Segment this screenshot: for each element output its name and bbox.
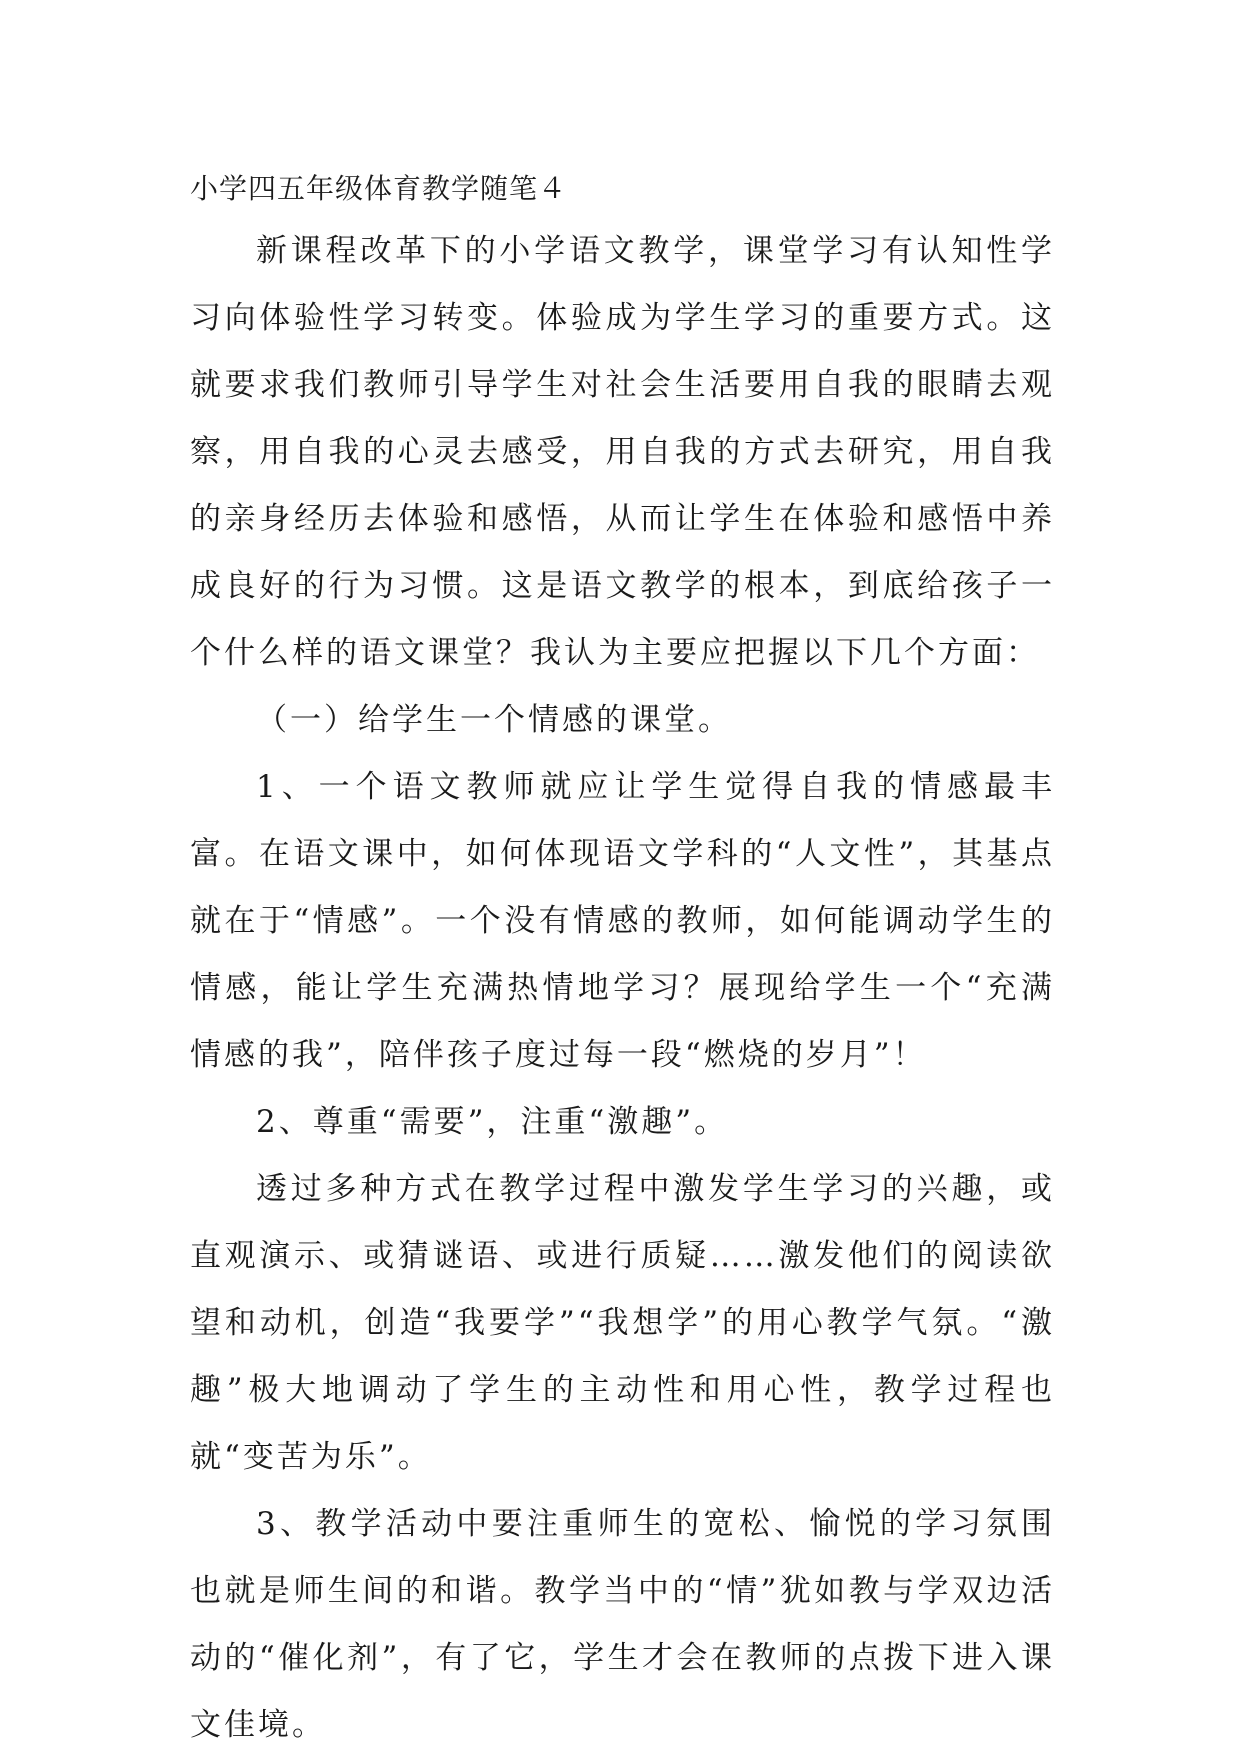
- document-title: 小学四五年级体育教学随笔４: [190, 172, 568, 205]
- paragraph-point-2-detail: 透过多种方式在教学过程中激发学生学习的兴趣，或直观演示、或猜谜语、或进行质疑……激发他们的阅读欲望和动机，创造“我要学”“我想学”的用心教学气氛。“激趣”极大地调动了学生的主动性和用心性，教学过程也就“变苦为乐”。: [190, 1171, 1055, 1475]
- paragraph-point-3: 3、教学活动中要注重师生的宽松、愉悦的学习氛围也就是师生间的和谐。教学当中的“情”犹如教与学双边活动的“催化剂”，有了它，学生才会在教师的点拨下进入课文佳境。: [190, 1506, 1055, 1743]
- paragraph-point-2: 2、尊重“需要”，注重“激趣”。: [256, 1104, 729, 1140]
- document-body: [190, 160, 1055, 1759]
- paragraph-point-1: 1、一个语文教师就应让学生觉得自我的情感最丰富。在语文课中，如何体现语文学科的“人文性”，其基点就在于“情感”。一个没有情感的教师，如何能调动学生的情感，能让学生充满热情地学习？展现给学生一个“充满情感的我”，陪伴孩子度过每一段“燃烧的岁月”！: [190, 769, 1055, 1073]
- paragraph-intro: 新课程改革下的小学语文教学，课堂学习有认知性学习向体验性学习转变。体验成为学生学习的重要方式。这就要求我们教师引导学生对社会生活要用自我的眼睛去观察，用自我的心灵去感受，用自我的方式去研究，用自我的亲身经历去体验和感悟，从而让学生在体验和感悟中养成良好的行为习惯。这是语文教学的根本，到底给孩子一个什么样的语文课堂？我认为主要应把握以下几个方面：: [190, 233, 1055, 671]
- section-heading-1: （一）给学生一个情感的课堂。: [256, 702, 732, 738]
